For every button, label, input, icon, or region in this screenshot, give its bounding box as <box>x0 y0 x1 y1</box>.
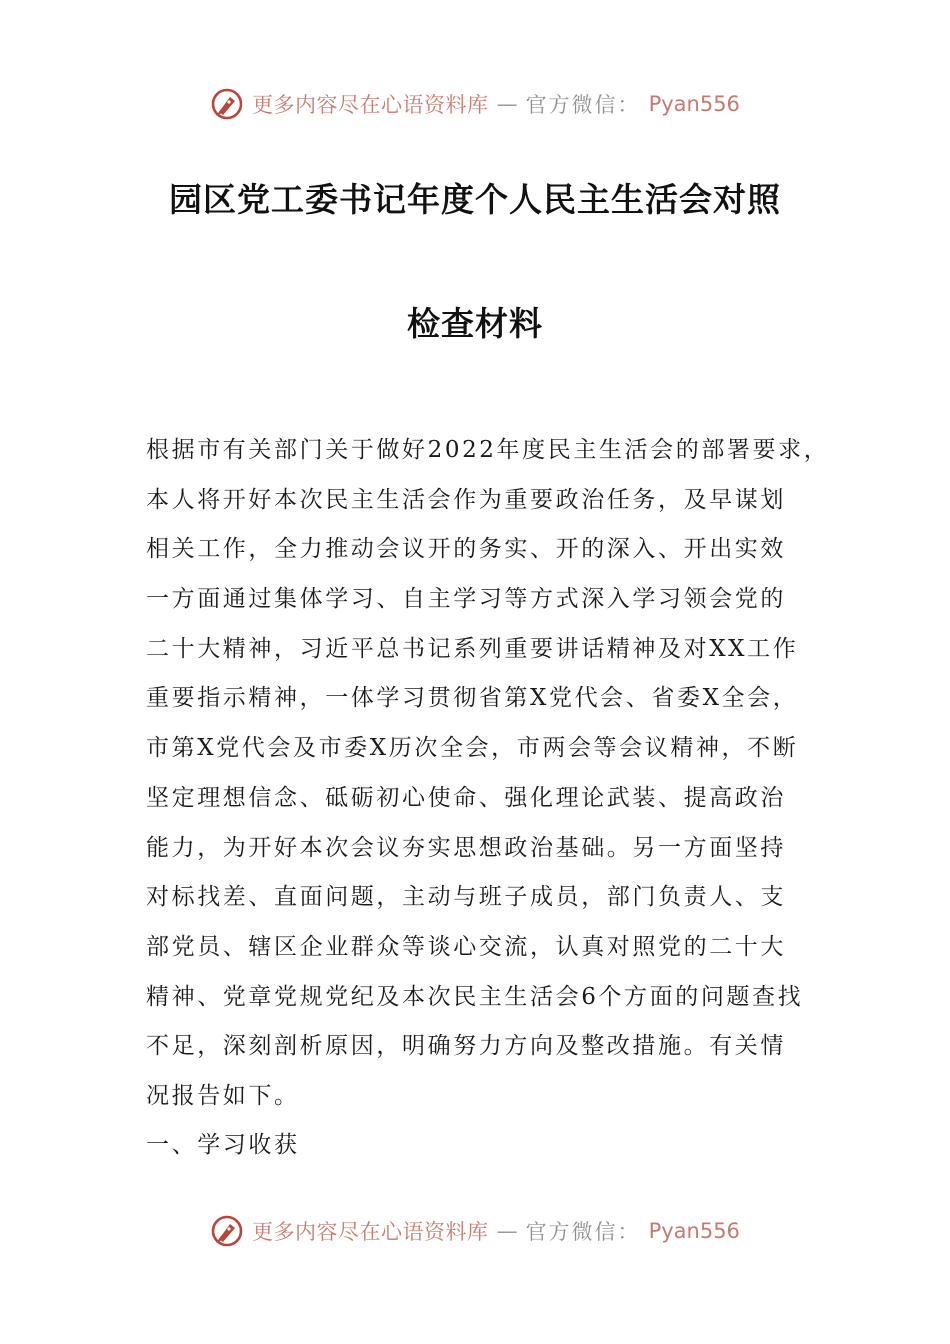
document-title-line-2: 检查材料 <box>407 304 543 343</box>
watermark-wechat-id: Pyan556 <box>648 92 740 116</box>
paragraph-line: 精神、党章党规党纪及本次民主生活会6个方面的问题查找 <box>146 983 804 1010</box>
paragraph-line: 坚定理想信念、砥砺初心使命、强化理论武装、提高政治 <box>146 784 786 811</box>
paragraph-line: 部党员、辖区企业群众等谈心交流，认真对照党的二十大 <box>146 933 786 960</box>
paragraph-line: 重要指示精神，一体学习贯彻省第X党代会、省委X全会， <box>146 685 799 712</box>
pen-nib-circle-icon <box>210 1214 244 1248</box>
section-heading-learning-gains: 一、学习收获 <box>146 1132 300 1158</box>
watermark-footer <box>0 1211 950 1251</box>
watermark-separator: — <box>496 92 518 116</box>
watermark-official-label: 官方微信： <box>525 1220 641 1244</box>
paragraph-line: 能力，为开好本次会议夯实思想政治基础。另一方面坚持 <box>146 834 786 861</box>
paragraph-line: 相关工作，全力推动会议开的务实、开的深入、开出实效 <box>146 536 786 563</box>
paragraph-line: 况报告如下。 <box>146 1082 300 1109</box>
paragraph-line: 根据市有关部门关于做好2022年度民主生活会的部署要求， <box>146 437 830 463</box>
watermark-separator: — <box>496 1219 518 1243</box>
paragraph-line: 不足，深刻剖析原因，明确努力方向及整改措施。有关情 <box>146 1033 786 1060</box>
paragraph-line: 二十大精神，习近平总书记系列重要讲话精神及对XX工作 <box>146 635 799 662</box>
document-title-line-1: 园区党工委书记年度个人民主生活会对照 <box>169 180 781 219</box>
watermark-text: 更多内容尽在心语资料库 <box>252 93 489 117</box>
watermark-header <box>0 84 950 124</box>
watermark-wechat-id: Pyan556 <box>648 1219 740 1243</box>
paragraph-line: 本人将开好本次民主生活会作为重要政治任务，及早谋划 <box>146 486 786 513</box>
paragraph-line: 一方面通过集体学习、自主学习等方式深入学习领会党的 <box>146 586 786 613</box>
pen-nib-circle-icon <box>210 87 244 121</box>
paragraph-line: 对标找差、直面问题，主动与班子成员，部门负责人、支 <box>146 884 786 911</box>
watermark-official-label: 官方微信： <box>525 93 641 117</box>
paragraph-line: 市第X党代会及市委X历次全会，市两会等会议精神，不断 <box>146 735 799 762</box>
watermark-text: 更多内容尽在心语资料库 <box>252 1220 489 1244</box>
intro-paragraph <box>146 426 836 1122</box>
